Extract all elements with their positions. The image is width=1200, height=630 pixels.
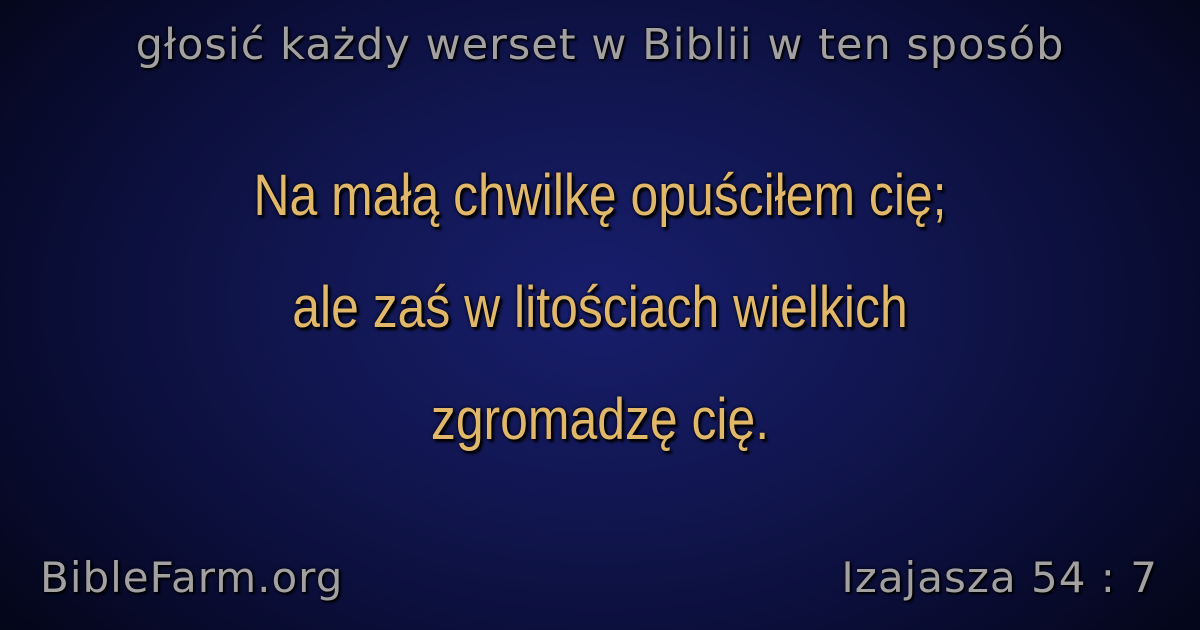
- tagline: głosić każdy werset w Biblii w ten sposób: [135, 20, 1065, 70]
- verse-line-3: zgromadzę cię.: [430, 387, 770, 452]
- verse-reference: Izajasza 54 : 7: [841, 553, 1158, 602]
- verse-line-2: ale zaś w litościach wielkich: [292, 275, 908, 340]
- verse-line-1: Na małą chwilkę opuściłem cię;: [253, 163, 947, 228]
- site-name: BibleFarm.org: [40, 553, 344, 602]
- verse-text: [136, 140, 1065, 476]
